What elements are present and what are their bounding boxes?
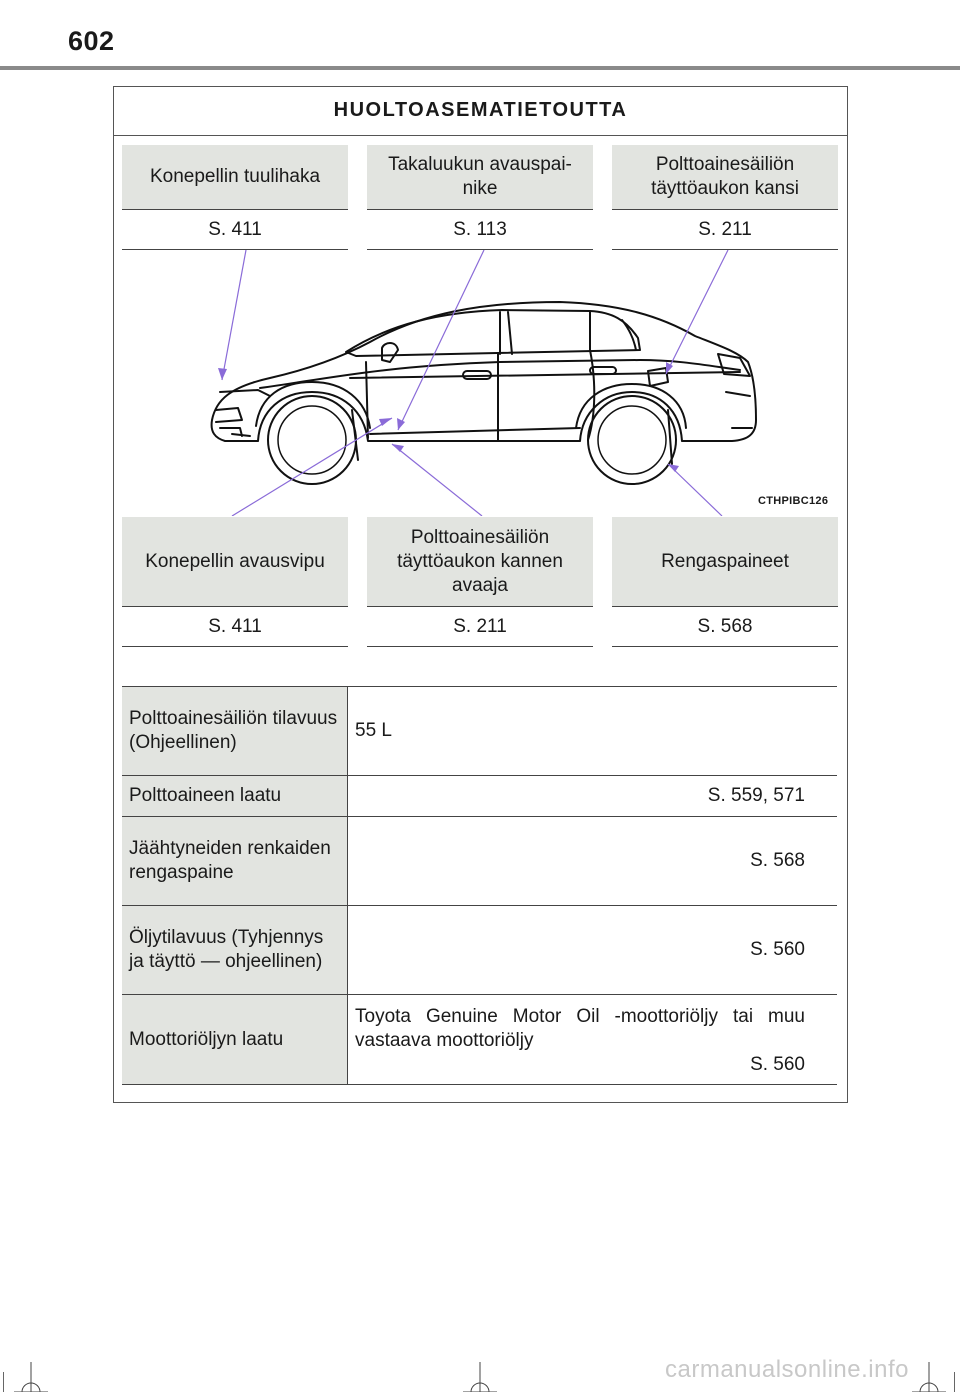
- crop-tick: [954, 1372, 955, 1392]
- spec-row-oil-grade: [122, 995, 837, 1085]
- page-number: 602: [68, 26, 115, 56]
- spec-label: Polttoainesäiliön tilavuus (Ohjeellinen): [122, 687, 348, 775]
- label-fuel-filler-door: Polttoainesäiliön täyttöaukon kansi: [612, 145, 838, 210]
- ref-hood-release-lever: S. 411: [122, 607, 348, 647]
- spec-value-text: S. 560: [750, 1054, 805, 1075]
- watermark-text: carmanualsonline.info: [665, 1356, 909, 1383]
- label-hood-prop-rod: Konepellin tuulihaka: [122, 145, 348, 210]
- spec-row-fuel-capacity: [122, 687, 837, 776]
- crop-mark-icon: [14, 1358, 48, 1392]
- ref-trunk-opener: S. 113: [367, 210, 593, 250]
- spec-label: Öljytilavuus (Tyhjennys ja täyttö — ohjeellinen): [122, 906, 348, 994]
- header-rule: [0, 66, 960, 70]
- spec-value: [355, 776, 805, 816]
- spec-value: [355, 817, 805, 905]
- crop-mark-icon: [912, 1358, 946, 1392]
- spec-value-text: S. 568: [750, 850, 805, 871]
- crop-tick: [3, 1372, 4, 1392]
- label-fuel-door-opener: Polttoainesäiliön täyttöaukon kannen avaaja: [367, 517, 593, 607]
- ref-tire-pressure: S. 568: [612, 607, 838, 647]
- spec-value-text: S. 560: [750, 939, 805, 960]
- label-hood-release-lever: Konepellin avausvipu: [122, 517, 348, 607]
- spec-value-line: vastaava moottoriöljy: [355, 1030, 534, 1051]
- spec-value-line: Toyota Genuine Motor Oil -moottoriöljy tai muu: [355, 1006, 805, 1027]
- spec-row-oil-capacity: [122, 906, 837, 995]
- ref-hood-prop-rod: S. 411: [122, 210, 348, 250]
- spec-value: [355, 995, 805, 1084]
- spec-value-text: 55 L: [355, 720, 392, 741]
- crop-mark-icon: [463, 1358, 497, 1392]
- spec-label: Jäähtyneiden renkaiden rengaspaine: [122, 817, 348, 905]
- label-tire-pressure: Rengaspaineet: [612, 517, 838, 607]
- spec-value: [355, 906, 805, 994]
- spec-value-text: S. 559, 571: [707, 785, 805, 806]
- spec-row-fuel-type: [122, 776, 837, 817]
- spec-value: [355, 687, 805, 775]
- spec-label: Polttoaineen laatu: [122, 776, 348, 816]
- spec-row-tire-pressure: [122, 817, 837, 906]
- car-side-illustration: [120, 250, 840, 516]
- illustration-code: CTHPIBC126: [758, 495, 829, 507]
- page-title: HUOLTOASEMATIETOUTTA: [114, 87, 847, 136]
- label-trunk-opener: Takaluukun avauspai- nike: [367, 145, 593, 210]
- ref-fuel-door-opener: S. 211: [367, 607, 593, 647]
- ref-fuel-filler-door: S. 211: [612, 210, 838, 250]
- spec-label: Moottoriöljyn laatu: [122, 995, 348, 1084]
